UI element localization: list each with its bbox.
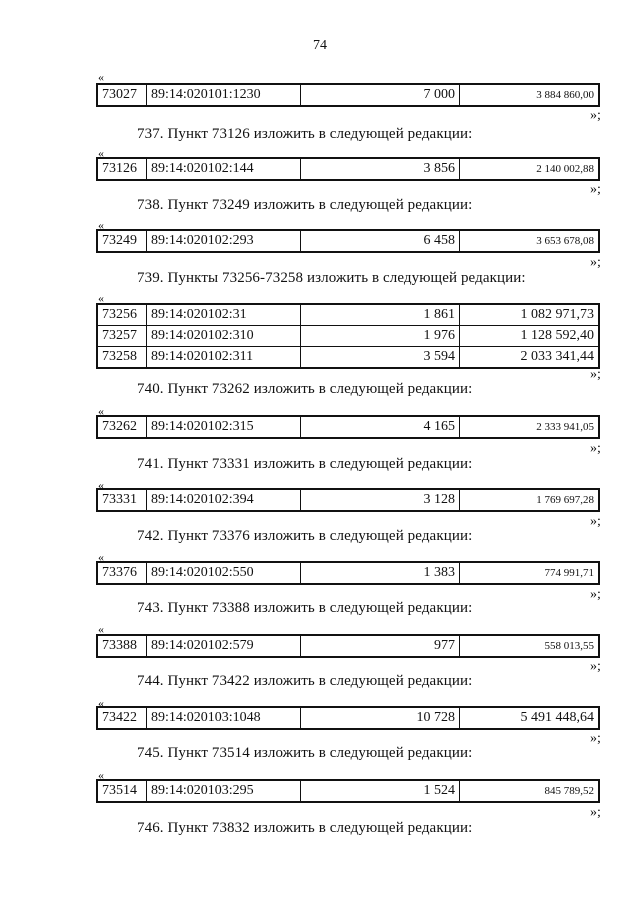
area-cell: 3 856: [301, 158, 460, 180]
land-plot-table: [96, 157, 600, 181]
area-cell: 3 594: [301, 347, 460, 369]
closing-quote: »;: [590, 182, 601, 197]
item-number-cell: 73257: [97, 326, 147, 347]
area-cell: 4 165: [301, 416, 460, 438]
cadastral-number-cell: 89:14:020102:144: [147, 158, 301, 180]
area-cell: 1 861: [301, 304, 460, 326]
opening-quote: «: [98, 622, 104, 636]
opening-quote: «: [98, 550, 104, 564]
land-plot-table: [96, 303, 600, 369]
item-number-cell: 73249: [97, 230, 147, 252]
area-cell: 6 458: [301, 230, 460, 252]
table-row: [97, 84, 599, 106]
item-number-cell: 73027: [97, 84, 147, 106]
cadastral-value-cell: 3 884 860,00: [460, 84, 600, 106]
land-plot-table: [96, 706, 600, 730]
land-plot-table: [96, 415, 600, 439]
table-row: [97, 326, 599, 347]
cadastral-number-cell: 89:14:020102:311: [147, 347, 301, 369]
item-number-cell: 73126: [97, 158, 147, 180]
closing-quote: »;: [590, 731, 601, 746]
item-number-cell: 73262: [97, 416, 147, 438]
area-cell: 3 128: [301, 489, 460, 511]
table-row: [97, 347, 599, 369]
amendment-heading: 740. Пункт 73262 изложить в следующей редакции:: [137, 381, 473, 397]
cadastral-value-cell: 558 013,55: [460, 635, 600, 657]
cadastral-number-cell: 89:14:020103:1048: [147, 707, 301, 729]
table-row: [97, 635, 599, 657]
cadastral-value-cell: 2 140 002,88: [460, 158, 600, 180]
area-cell: 1 383: [301, 562, 460, 584]
opening-quote: «: [98, 70, 104, 84]
cadastral-number-cell: 89:14:020102:579: [147, 635, 301, 657]
cadastral-number-cell: 89:14:020102:394: [147, 489, 301, 511]
page-number: 74: [313, 38, 327, 53]
table-row: [97, 562, 599, 584]
amendment-heading: 738. Пункт 73249 изложить в следующей редакции:: [137, 197, 473, 213]
area-cell: 10 728: [301, 707, 460, 729]
opening-quote: «: [98, 291, 104, 305]
cadastral-value-cell: 3 653 678,08: [460, 230, 600, 252]
closing-quote: »;: [590, 108, 601, 123]
table-row: [97, 489, 599, 511]
closing-quote: »;: [590, 805, 601, 820]
cadastral-value-cell: 2 333 941,05: [460, 416, 600, 438]
item-number-cell: 73376: [97, 562, 147, 584]
cadastral-value-cell: 845 789,52: [460, 780, 600, 802]
opening-quote: «: [98, 218, 104, 232]
land-plot-table: [96, 83, 600, 107]
amendment-heading: 746. Пункт 73832 изложить в следующей редакции:: [137, 820, 473, 836]
item-number-cell: 73258: [97, 347, 147, 369]
opening-quote: «: [98, 478, 104, 492]
table-row: [97, 158, 599, 180]
item-number-cell: 73388: [97, 635, 147, 657]
cadastral-number-cell: 89:14:020102:310: [147, 326, 301, 347]
closing-quote: »;: [590, 587, 601, 602]
land-plot-table: [96, 561, 600, 585]
area-cell: 1 524: [301, 780, 460, 802]
amendment-heading: 742. Пункт 73376 изложить в следующей редакции:: [137, 528, 473, 544]
cadastral-value-cell: 1 769 697,28: [460, 489, 600, 511]
land-plot-table: [96, 488, 600, 512]
amendment-heading: 741. Пункт 73331 изложить в следующей редакции:: [137, 456, 473, 472]
opening-quote: «: [98, 404, 104, 418]
closing-quote: »;: [590, 255, 601, 270]
amendment-heading: 744. Пункт 73422 изложить в следующей редакции:: [137, 673, 473, 689]
opening-quote: «: [98, 146, 104, 160]
cadastral-value-cell: 774 991,71: [460, 562, 600, 584]
table-row: [97, 304, 599, 326]
cadastral-value-cell: 1 082 971,73: [460, 304, 600, 326]
closing-quote: »;: [590, 514, 601, 529]
amendment-heading: 739. Пункты 73256-73258 изложить в следующей редакции:: [137, 270, 526, 286]
area-cell: 7 000: [301, 84, 460, 106]
amendment-heading: 737. Пункт 73126 изложить в следующей редакции:: [137, 126, 473, 142]
cadastral-number-cell: 89:14:020101:1230: [147, 84, 301, 106]
cadastral-value-cell: 5 491 448,64: [460, 707, 600, 729]
item-number-cell: 73256: [97, 304, 147, 326]
land-plot-table: [96, 229, 600, 253]
item-number-cell: 73331: [97, 489, 147, 511]
area-cell: 1 976: [301, 326, 460, 347]
amendment-heading: 743. Пункт 73388 изложить в следующей редакции:: [137, 600, 473, 616]
area-cell: 977: [301, 635, 460, 657]
table-row: [97, 707, 599, 729]
land-plot-table: [96, 779, 600, 803]
opening-quote: «: [98, 768, 104, 782]
cadastral-number-cell: 89:14:020102:315: [147, 416, 301, 438]
cadastral-value-cell: 1 128 592,40: [460, 326, 600, 347]
table-row: [97, 230, 599, 252]
closing-quote: »;: [590, 367, 601, 382]
opening-quote: «: [98, 696, 104, 710]
cadastral-value-cell: 2 033 341,44: [460, 347, 600, 369]
cadastral-number-cell: 89:14:020103:295: [147, 780, 301, 802]
cadastral-number-cell: 89:14:020102:31: [147, 304, 301, 326]
amendment-heading: 745. Пункт 73514 изложить в следующей редакции:: [137, 745, 473, 761]
closing-quote: »;: [590, 441, 601, 456]
item-number-cell: 73514: [97, 780, 147, 802]
table-row: [97, 416, 599, 438]
closing-quote: »;: [590, 659, 601, 674]
land-plot-table: [96, 634, 600, 658]
table-row: [97, 780, 599, 802]
cadastral-number-cell: 89:14:020102:550: [147, 562, 301, 584]
cadastral-number-cell: 89:14:020102:293: [147, 230, 301, 252]
item-number-cell: 73422: [97, 707, 147, 729]
